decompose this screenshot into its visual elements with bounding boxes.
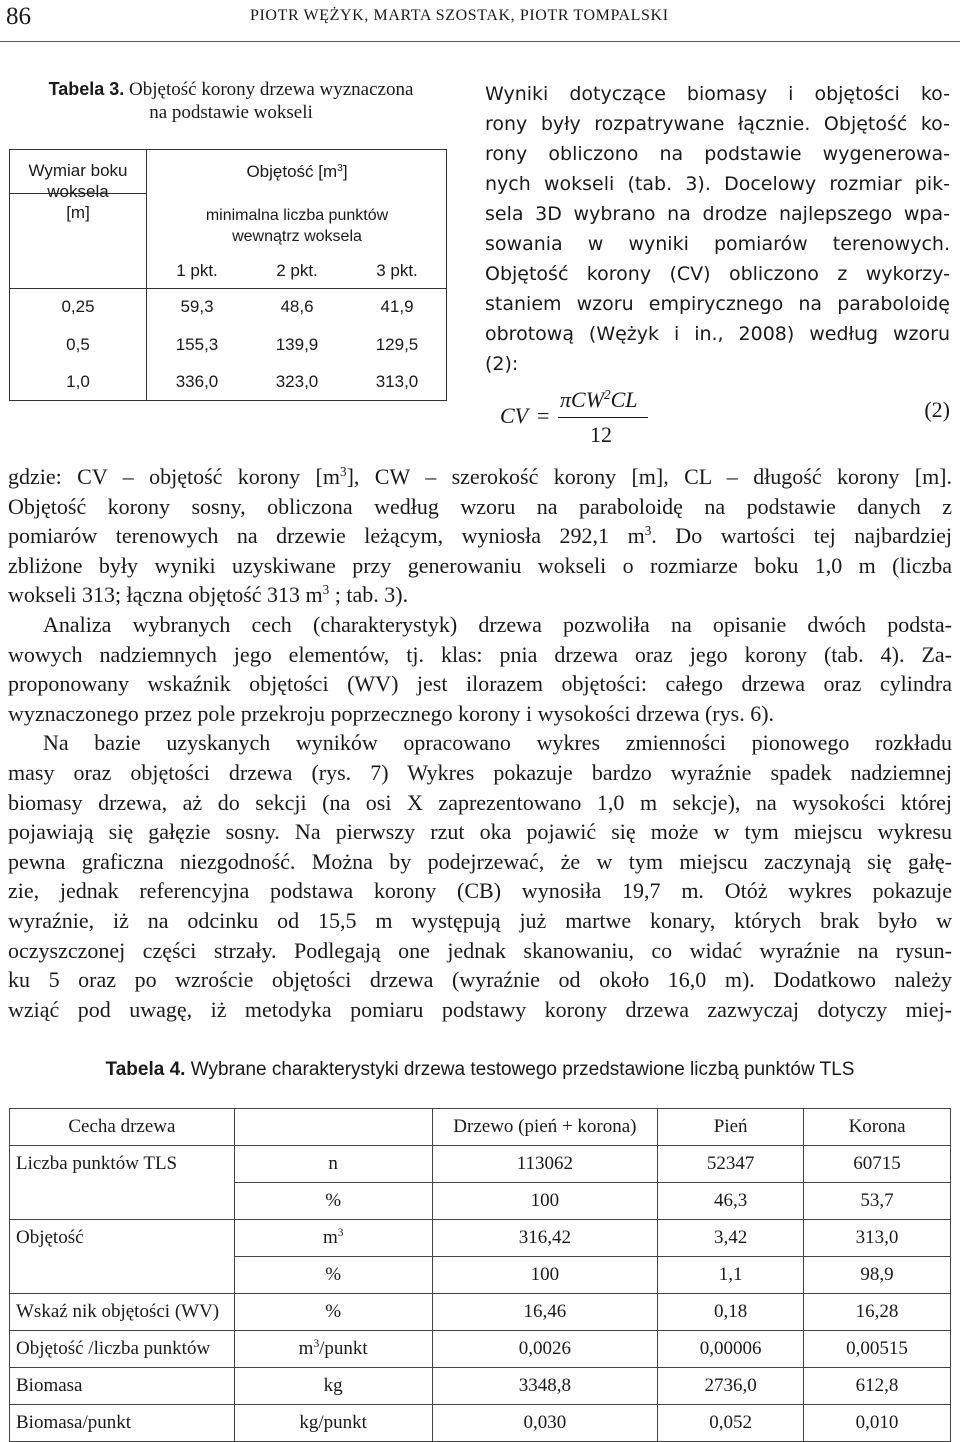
text-line bbox=[8, 462, 952, 492]
table4-header bbox=[234, 1109, 432, 1146]
voxel-header-line3: [m] bbox=[66, 203, 90, 222]
table3-cell: 129,5 bbox=[375, 335, 419, 354]
table-row bbox=[10, 1368, 951, 1405]
table4-cell: 100 bbox=[432, 1183, 658, 1220]
text-line: zie, jednak referencyjna podstawa korony (CB) wynosiła 19,7 m. Otóż wykres pokazuje bbox=[8, 878, 952, 904]
formula-number: (2) bbox=[924, 397, 950, 422]
table-row bbox=[10, 1294, 951, 1331]
text-line: ku 5 oraz po wzroście objętości drzewa (wyraźnie od około 16,0 m). Dodatkowo należy bbox=[8, 967, 952, 993]
table4-unit bbox=[234, 1331, 432, 1368]
table4-cell: 16,46 bbox=[432, 1294, 658, 1331]
line3-part-b: . Do wartości tej najbardziej bbox=[651, 523, 952, 549]
table4-cell: 46,3 bbox=[658, 1183, 804, 1220]
line5-part-b: ; tab. 3). bbox=[329, 582, 409, 608]
text-line: obrotową (Wężyk i in., 2008) według wzoru bbox=[485, 323, 950, 345]
table-row bbox=[10, 1405, 951, 1442]
table3-caption-line1: Objętość korony drzewa wyznaczona bbox=[129, 79, 414, 100]
unit-sup: 3 bbox=[313, 1338, 320, 1351]
unit-end: /punkt bbox=[319, 1338, 368, 1359]
table4-cell: 98,9 bbox=[804, 1257, 951, 1294]
text-line: staniem wzoru empirycznego na paraboloidę bbox=[485, 293, 950, 315]
table4-cell: 60715 bbox=[804, 1146, 951, 1183]
volume-header-end: ] bbox=[342, 162, 348, 181]
unit-text: m bbox=[322, 1227, 338, 1248]
text-line: wyraźnie, iż na odcinku od 15,5 m występują już martwe konary, których brak było w bbox=[8, 907, 952, 933]
table3-cell: 313,0 bbox=[375, 372, 419, 391]
numerator-end: CL bbox=[610, 387, 638, 412]
table4-cell: 53,7 bbox=[804, 1183, 951, 1220]
text-line: biomasy drzewa, aż do sekcji (na osi X zaprezentowano 1,0 m sekcje), na wysokości której bbox=[8, 789, 952, 815]
text-line: rony obliczono na podstawie wygenerowa- bbox=[485, 143, 950, 165]
table3-cell: 323,0 bbox=[275, 372, 319, 391]
formula-denominator: 12 bbox=[590, 422, 612, 447]
table3-label: Tabela 3. bbox=[48, 79, 125, 99]
table4-feature bbox=[10, 1183, 235, 1220]
table4-unit: kg/punkt bbox=[234, 1405, 432, 1442]
subheader-2pkt: 2 pkt. bbox=[276, 261, 318, 280]
table3-cell: 41,9 bbox=[380, 297, 414, 316]
unit-sup: 3 bbox=[337, 1227, 344, 1240]
body-text bbox=[8, 462, 952, 1024]
text-line: Na bazie uzyskanych wyników opracowano wykres zmienności pionowego rozkładu bbox=[43, 730, 952, 756]
table4-cell: 316,42 bbox=[432, 1220, 658, 1257]
table-row bbox=[10, 1183, 951, 1220]
right-column-paragraph bbox=[485, 79, 950, 379]
numerator-text: πCW bbox=[560, 387, 605, 412]
table4-cell: 16,28 bbox=[804, 1294, 951, 1331]
text-line: wyznaczonego przez pole przekroju poprzecznego korony i wysokości drzewa (rys. 6). bbox=[8, 700, 775, 726]
table4-cell: 0,00515 bbox=[804, 1331, 951, 1368]
table4-unit: % bbox=[234, 1294, 432, 1331]
table4-header: Cecha drzewa bbox=[10, 1109, 235, 1146]
table4-feature: Biomasa/punkt bbox=[10, 1405, 235, 1442]
table4 bbox=[9, 1108, 951, 1442]
table4-feature: Biomasa bbox=[10, 1368, 235, 1405]
line1-sup: 3 bbox=[339, 464, 347, 480]
table3-cell: 139,9 bbox=[275, 335, 319, 354]
table4-header: Drzewo (pień + korona) bbox=[432, 1109, 658, 1146]
text-line: pojawiają się gałęzie sosny. Na pierwszy rzut oka pojawić się może w tym miejscu wykresu bbox=[8, 819, 952, 845]
table4-feature: Objętość bbox=[10, 1220, 235, 1257]
formula-equals: = bbox=[537, 403, 550, 428]
table4-caption bbox=[0, 1059, 960, 1081]
line5-part-a: wokseli 313; łączna objętość 313 m bbox=[8, 582, 323, 608]
table4-unit: % bbox=[234, 1257, 432, 1294]
table4-cell: 1,1 bbox=[658, 1257, 804, 1294]
table4-header: Pień bbox=[658, 1109, 804, 1146]
table3-caption-line2: na podstawie wokseli bbox=[149, 102, 313, 123]
text-line: nych wokseli (tab. 3). Docelowy rozmiar pik- bbox=[485, 173, 950, 195]
line1-part-a: gdzie: CV – objętość korony [m bbox=[8, 464, 340, 489]
table4-feature: Liczba punktów TLS bbox=[10, 1146, 235, 1183]
table4-cell: 2736,0 bbox=[658, 1368, 804, 1405]
table4-cell: 52347 bbox=[658, 1146, 804, 1183]
text-line: rony były rozpatrywane łącznie. Objętość ko- bbox=[485, 113, 950, 135]
text-line bbox=[8, 521, 952, 551]
table4-cell: 0,00006 bbox=[658, 1331, 804, 1368]
table3-cell: 48,6 bbox=[280, 297, 314, 316]
table3-min-points bbox=[147, 205, 447, 247]
table4-cell: 0,0026 bbox=[432, 1331, 658, 1368]
table4-cell: 3,42 bbox=[658, 1220, 804, 1257]
table4-caption-text: Wybrane charakterystyki drzewa testowego przedstawione liczbą punktów TLS bbox=[190, 1059, 855, 1080]
text-line: wowych nadziemnych jego elementów, tj. klas: pnia drzewa oraz jego korony (tab. 4). Za- bbox=[8, 641, 952, 667]
min-points-line2: wewnątrz woksela bbox=[232, 228, 362, 245]
table4-unit: % bbox=[234, 1183, 432, 1220]
table4-cell: 612,8 bbox=[804, 1368, 951, 1405]
table3 bbox=[9, 149, 447, 401]
min-points-line1: minimalna liczba punktów bbox=[205, 207, 389, 224]
table4-cell: 100 bbox=[432, 1257, 658, 1294]
table4-cell: 0,052 bbox=[658, 1405, 804, 1442]
page-number: 86 bbox=[6, 3, 31, 30]
table4-unit: n bbox=[234, 1146, 432, 1183]
table4-label: Tabela 4. bbox=[105, 1059, 186, 1080]
formula-2 bbox=[500, 384, 950, 454]
voxel-header-line1: Wymiar boku bbox=[28, 161, 128, 180]
table4-unit: kg bbox=[234, 1368, 432, 1405]
formula-lhs: CV bbox=[500, 403, 529, 428]
subheader-3pkt: 3 pkt. bbox=[376, 261, 418, 280]
line3-part-a: pomiarów terenowych na drzewie leżącym, wyniosła 292,1 m bbox=[8, 523, 645, 549]
table4-cell: 0,18 bbox=[658, 1294, 804, 1331]
line5-sup: 3 bbox=[322, 582, 330, 598]
line1-part-b: ], CW – szerokość korony [m], CL – długość korony [m]. bbox=[346, 464, 953, 489]
table4-feature: Objętość /liczba punktów bbox=[10, 1331, 235, 1368]
running-head: PIOTR WĘŻYK, MARTA SZOSTAK, PIOTR TOMPALSKI bbox=[250, 7, 669, 24]
text-line: Analiza wybranych cech (charakterystyk) drzewa pozwoliła na opisanie dwóch podsta- bbox=[43, 611, 952, 637]
table4-unit bbox=[234, 1220, 432, 1257]
fraction-bar bbox=[558, 417, 648, 418]
volume-header-text: Objętość [m bbox=[246, 162, 338, 181]
table3-cell: 59,3 bbox=[180, 297, 214, 316]
text-line: wziąć pod uwagę, iż metodyka pomiaru podstawy korony drzewa zazwyczaj dotyczy miej- bbox=[8, 996, 952, 1022]
table3-voxel-header bbox=[10, 160, 146, 223]
text-line: zbliżone były wyniki uzyskiwane przy generowaniu wokseli o rozmiarze boku 1,0 m (liczba bbox=[8, 552, 952, 578]
table4-cell: 3348,8 bbox=[432, 1368, 658, 1405]
table-row bbox=[10, 1220, 951, 1257]
text-line: masy oraz objętości drzewa (rys. 7) Wykres pokazuje bardzo wyraźnie spadek nadziemnej bbox=[8, 759, 952, 785]
subheader-1pkt: 1 pkt. bbox=[176, 261, 218, 280]
line3-sup: 3 bbox=[644, 523, 652, 539]
table3-row-size: 0,25 bbox=[61, 297, 95, 316]
text-line: Objętość korony (CV) obliczono z wykorzy- bbox=[485, 263, 950, 285]
table-row bbox=[10, 1331, 951, 1368]
table4-cell: 113062 bbox=[432, 1146, 658, 1183]
volume-header-sup: 3 bbox=[337, 162, 343, 174]
table4-cell: 313,0 bbox=[804, 1220, 951, 1257]
table-row bbox=[10, 1146, 951, 1183]
table4-header: Korona bbox=[804, 1109, 951, 1146]
text-line: (2): bbox=[485, 353, 519, 375]
table4-cell: 0,010 bbox=[804, 1405, 951, 1442]
table4-feature: Wskaź nik objętości (WV) bbox=[10, 1294, 235, 1331]
table3-cell: 336,0 bbox=[175, 372, 219, 391]
text-line: oczyszczonej części strzały. Podlegają one jednak skanowaniu, co widać wyraźnie na rysun- bbox=[8, 937, 952, 963]
unit-text: m bbox=[298, 1338, 314, 1359]
table3-row-size: 0,5 bbox=[66, 335, 90, 354]
voxel-header-line2: woksela bbox=[47, 182, 109, 201]
formula-numerator bbox=[560, 387, 638, 413]
text-line: proponowany wskaźnik objętości (WV) jest ilorazem objętości: całego drzewa oraz cylindra bbox=[8, 671, 952, 697]
text-line: pewna graficzna niezgodność. Można by podejrzewać, że w tym miejscu zaczynają się gałę- bbox=[8, 848, 952, 874]
text-line: sowania w wyniki pomiarów terenowych. bbox=[485, 233, 950, 255]
table3-volume-header bbox=[147, 162, 447, 182]
page-header bbox=[0, 0, 960, 42]
text-line bbox=[8, 580, 952, 610]
table3-caption bbox=[16, 78, 446, 124]
table4-feature bbox=[10, 1257, 235, 1294]
text-line: sela 3D wybrano na drodze najlepszego wpa- bbox=[485, 203, 950, 225]
table-row bbox=[10, 1257, 951, 1294]
text-line: Objętość korony sosny, obliczona według wzoru na paraboloidę na podstawie danych z bbox=[8, 493, 952, 519]
table3-cell: 155,3 bbox=[175, 335, 219, 354]
table4-header-row bbox=[10, 1109, 951, 1146]
table3-header-rule bbox=[10, 288, 446, 289]
table4-cell: 0,030 bbox=[432, 1405, 658, 1442]
text-line: Wyniki dotyczące biomasy i objętości ko- bbox=[485, 83, 950, 105]
numerator-sup: 2 bbox=[604, 387, 611, 403]
table3-row-size: 1,0 bbox=[66, 372, 90, 391]
